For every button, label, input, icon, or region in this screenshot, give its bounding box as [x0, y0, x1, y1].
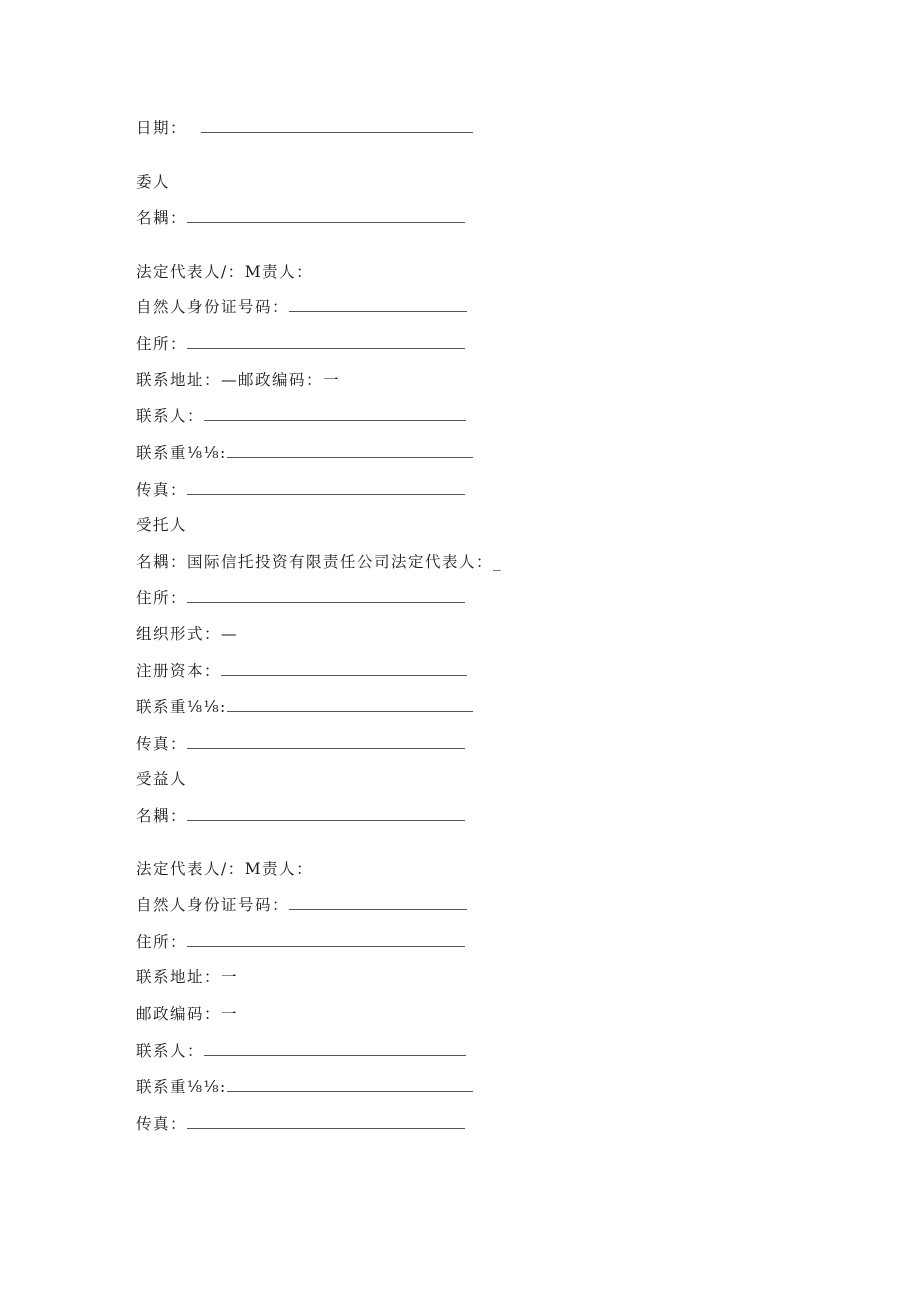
principal-address-row: [136, 330, 465, 354]
beneficiary-postal-row: [136, 1000, 238, 1024]
principal-contact-person-blank[interactable]: [204, 420, 466, 421]
principal-phone-label: 联系重⅛⅛:: [136, 444, 227, 462]
principal-contact-person-row: [136, 402, 466, 426]
trustee-phone-blank[interactable]: [227, 711, 473, 712]
trustee-capital-blank[interactable]: [221, 675, 467, 676]
principal-fax-blank[interactable]: [187, 494, 465, 495]
trustee-fax-blank[interactable]: [187, 748, 465, 749]
principal-id-label: 自然人身份证号码：: [136, 298, 290, 316]
beneficiary-phone-row: [136, 1073, 473, 1097]
principal-fax-label: 传真：: [136, 481, 188, 499]
beneficiary-phone-label: 联系重⅛⅛:: [136, 1078, 227, 1096]
beneficiary-legal-rep-row: [136, 855, 313, 879]
beneficiary-name-row: [136, 802, 465, 826]
beneficiary-address-blank[interactable]: [187, 946, 465, 947]
beneficiary-phone-blank[interactable]: [227, 1091, 473, 1092]
trustee-heading: 受托人: [136, 516, 188, 534]
trustee-name-line: 名耦：国际信托投资有限责任公司法定代表人：_: [136, 553, 503, 571]
principal-contact-address-row: [136, 366, 340, 390]
trustee-org-form-row: [136, 620, 238, 644]
beneficiary-contact-address-row: [136, 963, 238, 987]
trustee-address-row: [136, 584, 465, 608]
principal-legal-rep-row: [136, 258, 313, 282]
beneficiary-name-blank[interactable]: [187, 820, 465, 821]
principal-phone-row: [136, 439, 473, 463]
beneficiary-contact-person-row: [136, 1037, 466, 1061]
beneficiary-heading: 受益人: [136, 770, 188, 788]
principal-id-blank[interactable]: [289, 311, 467, 312]
principal-legal-rep-label: 法定代表人/：M责人：: [136, 263, 314, 281]
trustee-fax-row: [136, 730, 465, 754]
beneficiary-address-label: 住所：: [136, 933, 188, 951]
principal-address-label: 住所：: [136, 335, 188, 353]
trustee-address-blank[interactable]: [187, 602, 465, 603]
date-row: [136, 114, 473, 138]
beneficiary-contact-person-blank[interactable]: [204, 1055, 466, 1056]
beneficiary-fax-label: 传真：: [136, 1115, 188, 1133]
date-label: 日期：: [136, 119, 188, 137]
trustee-phone-row: [136, 693, 473, 717]
principal-contact-person-label: 联系人：: [136, 407, 205, 425]
beneficiary-postal-label: 邮政编码：一: [136, 1005, 239, 1023]
trustee-capital-row: [136, 657, 467, 681]
beneficiary-contact-address-label: 联系地址：一: [136, 968, 239, 986]
beneficiary-fax-row: [136, 1110, 465, 1134]
beneficiary-id-blank[interactable]: [289, 909, 467, 910]
principal-phone-blank[interactable]: [227, 457, 473, 458]
beneficiary-name-label: 名耦：: [136, 807, 188, 825]
principal-contact-address-label: 联系地址：—邮政编码：一: [136, 371, 341, 389]
beneficiary-contact-person-label: 联系人：: [136, 1042, 205, 1060]
principal-name-row: [136, 204, 465, 228]
principal-name-label: 名耦：: [136, 209, 188, 227]
beneficiary-id-label: 自然人身份证号码：: [136, 896, 290, 914]
date-blank[interactable]: [201, 132, 473, 133]
trustee-address-label: 住所：: [136, 589, 188, 607]
principal-address-blank[interactable]: [187, 348, 465, 349]
trustee-fax-label: 传真：: [136, 735, 188, 753]
principal-id-row: [136, 293, 467, 317]
beneficiary-legal-rep-label: 法定代表人/：M责人：: [136, 860, 314, 878]
principal-name-blank[interactable]: [187, 222, 465, 223]
trustee-phone-label: 联系重⅛⅛:: [136, 698, 227, 716]
beneficiary-fax-blank[interactable]: [187, 1128, 465, 1129]
trustee-org-form-label: 组织形式：—: [136, 625, 239, 643]
trustee-capital-label: 注册资本：: [136, 662, 222, 680]
principal-fax-row: [136, 476, 465, 500]
beneficiary-address-row: [136, 928, 465, 952]
beneficiary-id-row: [136, 891, 467, 915]
principal-heading: 委人: [136, 173, 171, 191]
trustee-name-row: [136, 548, 502, 572]
